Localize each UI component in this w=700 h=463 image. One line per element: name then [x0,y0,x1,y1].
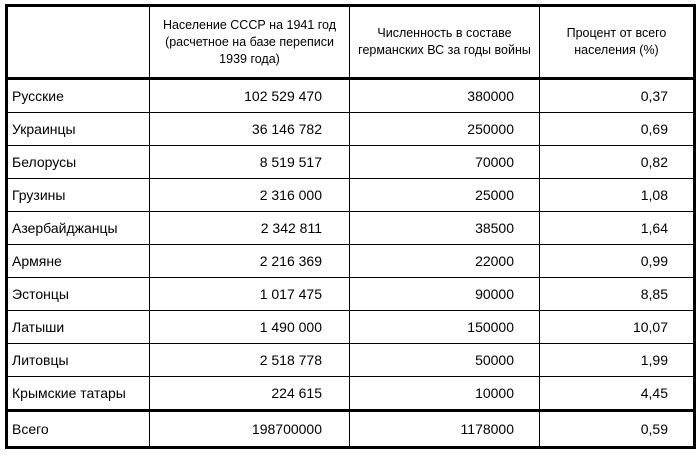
cell-percent: 8,85 [540,278,695,311]
cell-population: 1 490 000 [150,311,350,344]
table-row [7,377,695,411]
header-cell-population: Население СССР на 1941 год (расчетное на базе переписи 1939 года) [150,6,350,79]
header-cell-name [7,6,150,79]
cell-population: 1 017 475 [150,278,350,311]
header-cell-served: Численность в составе германских ВС за годы войны [350,6,540,79]
cell-nationality: Крымские татары [7,377,150,411]
cell-percent: 0,99 [540,245,695,278]
header-cell-percent: Процент от всего населения (%) [540,6,695,79]
cell-nationality: Грузины [7,179,150,212]
cell-population: 8 519 517 [150,146,350,179]
cell-percent: 4,45 [540,377,695,411]
table-row [7,113,695,146]
cell-served: 10000 [350,377,540,411]
cell-nationality: Азербайджанцы [7,212,150,245]
cell-nationality: Армяне [7,245,150,278]
data-table [5,4,696,449]
cell-nationality: Украинцы [7,113,150,146]
cell-nationality: Белорусы [7,146,150,179]
cell-served: 250000 [350,113,540,146]
cell-population: 36 146 782 [150,113,350,146]
cell-population: 2 342 811 [150,212,350,245]
header-row [7,6,695,79]
cell-served: 25000 [350,179,540,212]
cell-percent: 1,64 [540,212,695,245]
cell-served: 38500 [350,212,540,245]
table-row [7,212,695,245]
cell-total-served: 1178000 [350,411,540,448]
cell-nationality: Латыши [7,311,150,344]
cell-served: 70000 [350,146,540,179]
cell-percent: 0,69 [540,113,695,146]
cell-percent: 0,82 [540,146,695,179]
cell-total-percent: 0,59 [540,411,695,448]
table-row [7,311,695,344]
cell-percent: 0,37 [540,79,695,113]
cell-nationality: Русские [7,79,150,113]
total-row [7,411,695,448]
table-row [7,245,695,278]
cell-served: 50000 [350,344,540,377]
cell-population: 2 216 369 [150,245,350,278]
table-row [7,146,695,179]
cell-population: 102 529 470 [150,79,350,113]
table-row [7,179,695,212]
cell-total-label: Всего [7,411,150,448]
cell-served: 90000 [350,278,540,311]
cell-served: 380000 [350,79,540,113]
cell-percent: 1,99 [540,344,695,377]
cell-percent: 10,07 [540,311,695,344]
cell-percent: 1,08 [540,179,695,212]
cell-served: 150000 [350,311,540,344]
cell-nationality: Эстонцы [7,278,150,311]
table-row [7,344,695,377]
table-row [7,79,695,113]
cell-population: 2 316 000 [150,179,350,212]
cell-nationality: Литовцы [7,344,150,377]
table-row [7,278,695,311]
cell-population: 224 615 [150,377,350,411]
cell-total-population: 198700000 [150,411,350,448]
cell-population: 2 518 778 [150,344,350,377]
cell-served: 22000 [350,245,540,278]
